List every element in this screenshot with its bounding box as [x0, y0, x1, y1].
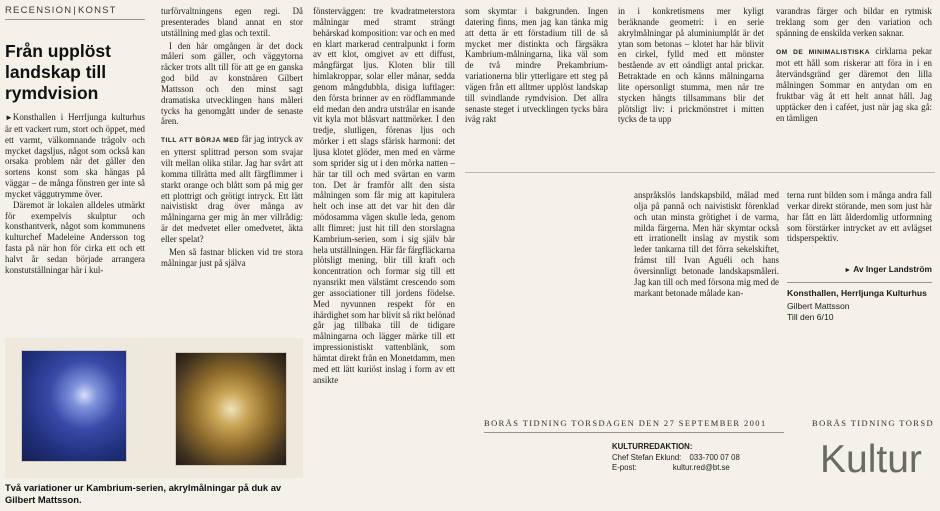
redaktion-email-value: kultur.red@bt.se — [672, 463, 730, 472]
page-divider — [465, 172, 935, 173]
column-2 — [161, 6, 303, 332]
section-rule — [5, 19, 145, 20]
redaktion-chef-label: Chef Stefan Eklund: — [612, 452, 682, 462]
info-venue: Konsthallen, Herrljunga Kulturhus — [787, 288, 927, 298]
footer-dateline: BORÅS TIDNING TORSDAGEN DEN 27 SEPTEMBER 2001 — [484, 418, 767, 428]
lead-paragraph: Konsthallen i Herrljunga kulturhus är ett vackert rum, stort och öppet, med ett varmt, välkomnande trägolv och mycket dagsljus, något som också kan orsaka problem när det gäller den sortens konst som ska hängas på väggar – de många fönstren ger inte så mycket väggutrymme över. — [5, 112, 145, 199]
col2-paragraph-1: turförvaltningens egen regi. Då presenterades bland annat en stor utställning med glas och textil. — [161, 6, 303, 38]
col2-kicker: TILL ATT BÖRJA MED — [161, 137, 240, 145]
byline-text: Av Inger Landström — [853, 264, 932, 274]
column-4: som skymtar i bakgrunden. Ingen datering finns, men jag kan tänka mig att detta är ett förstadium till de så mycket mer distinkta och färgsäkra Kambrium-målningarna, lika väl som de två mindre Prekambrium-variationerna blir ytterligare ett steg på vägen från ett alltmer upplöst landskap till svindlande rymdvision. Det allra senaste steget i utvecklingen tycks bära iväg rakt — [465, 6, 608, 125]
column-7: anspråkslös landskapsbild, målad med olja på pannå och naivistiskt förenklad och utan minsta grötighet i de varma, milda färgerna. Men här skymtar också ett irrationellt inslag av mystik som leder tankarna till det förra sekelskiftet, främst till Ivan Aguéli och hans översinnligt betonade landskapsmåleri. Jag kan till och med försona mig med de markant betonade målade kan- — [634, 190, 779, 298]
painting-blue-image — [21, 350, 127, 462]
col6-kicker: OM DE MINIMALISTISKA — [776, 48, 870, 56]
redaktion-heading: KULTURREDAKTION: — [612, 442, 693, 451]
headline: Från upplöst landskap till rymdvision — [5, 41, 111, 103]
col6-paragraph-1: varandras färger och bildar en rytmisk treklang som ger den variation och spänning de enskilda verken saknar. — [776, 6, 932, 38]
redaktion-email-row — [612, 463, 782, 474]
redaktion-email-label: E-post: — [612, 463, 637, 472]
kulturredaktion-box — [612, 442, 782, 487]
column-6 — [776, 6, 932, 166]
col2-paragraph-3: får jag intryck av en ytterst splittrad person som svajar vilt mellan olika stilar. Jag har svårt att komma tillrätta med allt färgflimmer i starkt orange och blått som på mig ger ett plottrigt och grötigt intryck. Ett lätt naivistiskt drag över många av målningarna ger mig än mer villrådig: är det medvetet eller omedvetet, äkta eller spelat? — [161, 134, 303, 244]
lead-text — [5, 112, 145, 338]
painting-gold-image — [175, 352, 287, 466]
col1-paragraph: Däremot är lokalen alldeles utmärkt för exempelvis skulptur och konsthantverk, något som kommunens kulturchef Madeleine Andersson tog fasta på när hon för cirka ett och ett halvt år sedan började arrangera konstutställningar här i kul- — [5, 199, 145, 275]
col6-paragraph-2: cirklarna pekar mot ett håll som riskerar att föra in i en återvändsgränd ger däremot den lilla målningen Sommar en antydan om en fruktbar väg åt ett helt annat håll. Jag upptäcker den i caféet, just när jag ska gå: en tämligen — [776, 45, 932, 123]
section-konst: KONST — [77, 5, 117, 16]
section-label — [5, 5, 155, 19]
lead-arrow-icon: ► — [5, 113, 13, 122]
redaktion-chef-row — [612, 453, 782, 464]
column-8: terna runt bilden som i många andra fall verkar direkt störande, men som just här har fått en lätt ålderdomlig utformning som förstärker intrycket av ett avlägset tidsperspektiv. — [787, 190, 932, 244]
info-box — [787, 288, 932, 344]
col2-paragraph-4: Men så fastnar blicken vid tre stora målningar just på själva — [161, 246, 303, 268]
photo-caption: Två variationer ur Kambrium-serien, akrylmålningar på duk av Gilbert Mattsson. — [5, 482, 282, 505]
column-3: fönsterväggen: tre kvadratmeterstora målningar med stramt strängt behärskad komposition: var och en med en klart markerad centralpunkt i form av ett klot, omgivet av ett diffust, mångfärgat ljus. Kloten blir till himlakroppar, solar eller månar, sedda genom mångdubbla, disiga luftlager: den första brinner av en rödflammande eld medan den andra utstrålar en isande vit kyla mot blåsvart nattmörker. I den tredje, slutligen, förenas ljus och mörker i ett slags sfärisk harmoni: det ljusa klotet glöder, men med en värme som sprider sig ut i den mörka natten – här tar till och med svärtan en varm ton. Det är framför allt den sista målningen som får mig att kapitulera helt och inse att det var hit den där mödosamma vägen skulle leda, genom allt flimret: just hit till den storslagna Kambrium-serien, som i sig själv bär hela utställningen. Här får färgfläckarna plötsligt mening, blir till kraft och koncentration och formar sig till ett nyansrikt men välstämt crescendo som ger associationer till jordens födelse. Med nyvunnen respekt för en ihärdighet som har blivit så rikt belönad går jag tillbaka till de tidigare målningarna och lägger märke till ett impressionistiskt vattenblänk, som hämtat direkt från en Monetdamm, men med ett lätt kuriöst inslag i form av ett ansikte — [313, 6, 455, 385]
info-until: Till den 6/10 — [787, 312, 834, 322]
section-divider: | — [73, 5, 77, 16]
column-5: in i konkretismens mer kyligt beräknande geometri: i en serie akrylmålningar på aluminiumplåt är det ytan som betonas – klotet har här blivit en cirkel, fylld med ett mönster bestående av ett oändligt antal prickar. Betraktade en och känns målningarna lite opersonligt stumma, men när tre stycken hängts tillsammans blir det plötsligt liv: i prickmönstret i mitten tycks de ta upp — [618, 6, 764, 125]
info-rule — [787, 282, 932, 283]
footer-rule — [484, 432, 784, 433]
footer-dateline-right: BORÅS TIDNING TORSD — [812, 418, 935, 428]
kultur-logo: Kultur — [820, 438, 922, 481]
byline-arrow-icon: ► — [844, 267, 852, 274]
info-artist: Gilbert Mattsson — [787, 301, 850, 311]
byline — [787, 264, 932, 276]
col2-paragraph-2: I den här omgången är det dock måleri som gäller, och väggytorna räcker trots allt till för att ge en ganska god bild av konstnären Gilbert Mattsson och den minst sagt dramatiska utvecklingen hans måleri tycks ha genomgått under de senaste åren. — [161, 40, 303, 127]
redaktion-chef-value: 033-700 07 08 — [689, 452, 740, 462]
section-recension: RECENSION — [5, 5, 73, 16]
